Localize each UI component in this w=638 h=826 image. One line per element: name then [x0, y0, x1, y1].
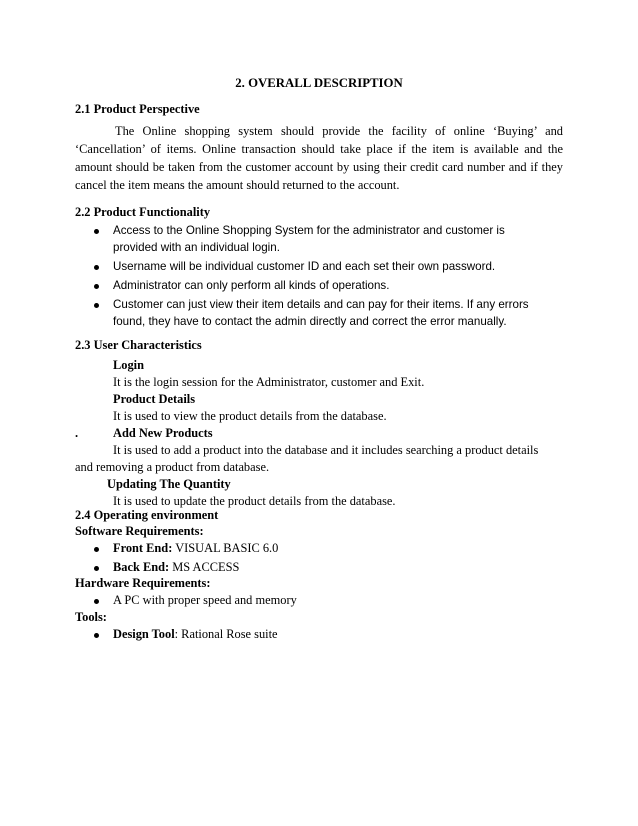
- tools-list: [94, 626, 278, 645]
- login-text: It is the login session for the Administrator, customer and Exit.: [113, 375, 425, 389]
- product-details-text: It is used to view the product details from the database.: [113, 409, 387, 423]
- product-details-title: Product Details: [113, 392, 196, 406]
- updating-quantity-title: Updating The Quantity: [107, 477, 231, 491]
- list-item: Access to the Online Shopping System for the administrator and customer is provided with an individual login.: [94, 222, 543, 256]
- software-requirements-heading: Software Requirements:: [75, 524, 204, 538]
- product-perspective-text: The Online shopping system should provide the facility of online ‘Buying’ and ‘Cancellation’ of items. Online transaction should take place if the item is available and the amount should be taken from the customer account by using their credit card number and if they cancel the item means the amount should returned to the account.: [75, 124, 563, 192]
- updating-quantity-text: It is used to update the product details from the database.: [113, 494, 396, 508]
- bullet-icon: [94, 284, 99, 289]
- operating-environment-heading: 2.4 Operating environment: [75, 508, 219, 522]
- add-products-marker: .: [75, 426, 79, 440]
- tools-heading: Tools:: [75, 610, 107, 624]
- list-item: Customer can just view their item details and can pay for their items. If any errors found, they have to contact the admin directly and correct the error manually.: [94, 296, 543, 330]
- user-characteristics-heading: 2.3 User Characteristics: [75, 338, 202, 352]
- product-perspective-paragraph: [75, 122, 563, 194]
- list-item: Front End: VISUAL BASIC 6.0: [94, 540, 278, 557]
- product-functionality-list: [94, 222, 543, 332]
- bullet-icon: [94, 229, 99, 234]
- bullet-icon: [94, 303, 99, 308]
- product-perspective-heading: 2.1 Product Perspective: [75, 102, 200, 116]
- list-item: Design Tool: Rational Rose suite: [94, 626, 278, 643]
- software-requirements-list: [94, 540, 278, 578]
- add-products-text-line1: It is used to add a product into the database and it includes searching a product details: [113, 443, 539, 457]
- bullet-icon: [94, 633, 99, 638]
- add-products-title: Add New Products: [113, 426, 213, 440]
- section-title: 2. OVERALL DESCRIPTION: [235, 76, 403, 90]
- hardware-requirements-list: [94, 592, 297, 611]
- add-products-text-line2: and removing a product from database.: [75, 460, 270, 474]
- bullet-icon: [94, 547, 99, 552]
- bullet-icon: [94, 566, 99, 571]
- bullet-icon: [94, 265, 99, 270]
- list-item: A PC with proper speed and memory: [94, 592, 297, 609]
- list-item: Administrator can only perform all kinds of operations.: [94, 277, 543, 294]
- login-title: Login: [113, 358, 144, 372]
- list-item: Username will be individual customer ID and each set their own password.: [94, 258, 543, 275]
- hardware-requirements-heading: Hardware Requirements:: [75, 576, 211, 590]
- list-item: Back End: MS ACCESS: [94, 559, 278, 576]
- bullet-icon: [94, 599, 99, 604]
- product-functionality-heading: 2.2 Product Functionality: [75, 205, 211, 219]
